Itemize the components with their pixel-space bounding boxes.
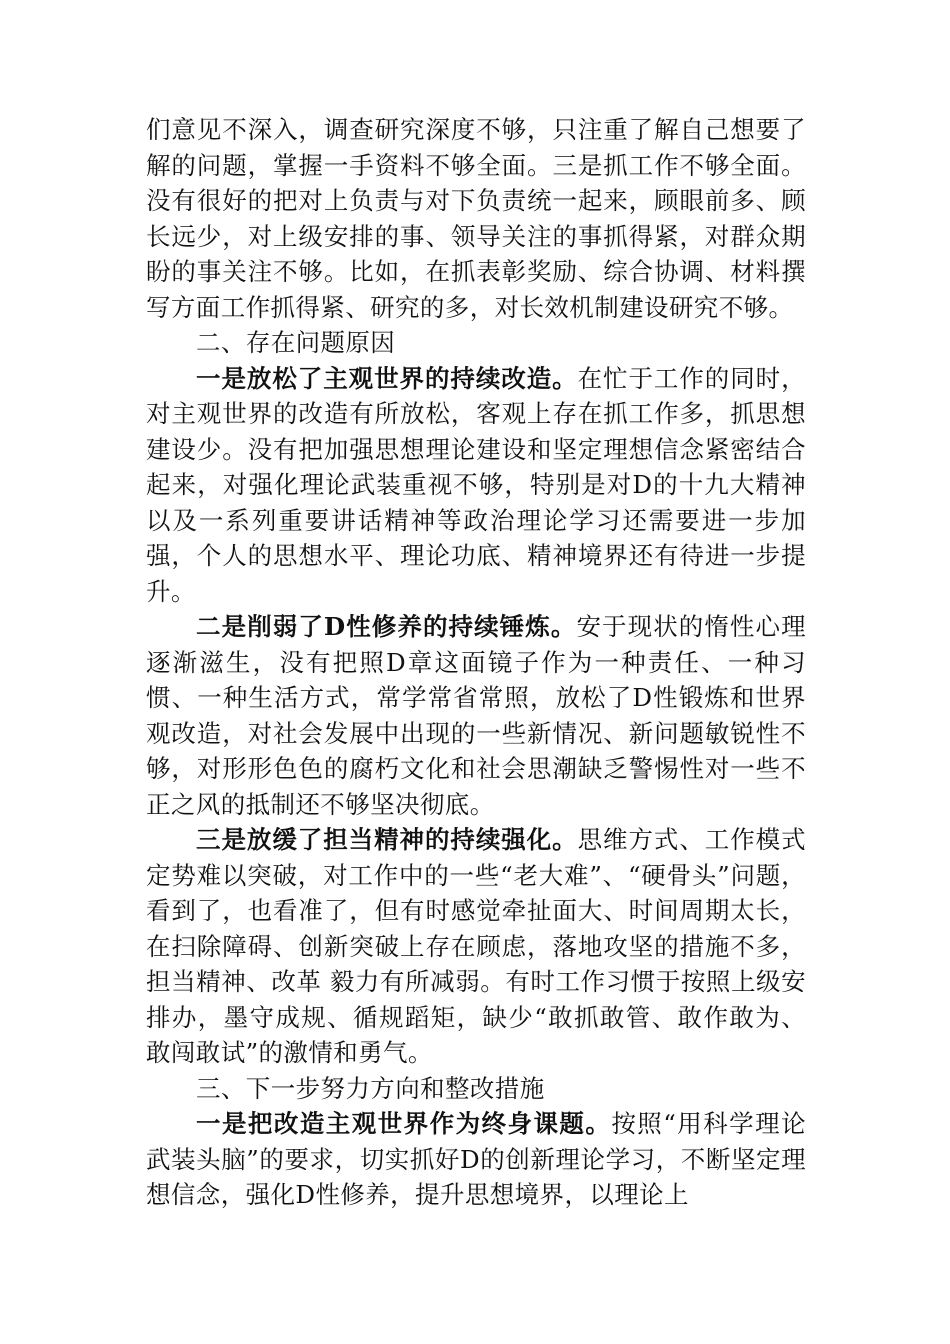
paragraph-cause-1 (146, 361, 806, 610)
paragraph-measure-1 (146, 1106, 806, 1213)
paragraph-lead: 一是把改造主观世界作为终身课题。 (196, 1109, 612, 1138)
paragraph-text: 安于现状的惰性心理逐渐滋生，没有把照D章这面镜子作为一种责任、一种习惯、一种生活方式，常学常省常照，放松了D性锻炼和世界观改造，对社会发展中出现的一些新情况、新问题敏锐性不够，对形形色色的腐朽文化和社会思潮缺乏警惕性对一些不正之风的抵制还不够坚决彻底。 (146, 612, 806, 819)
paragraph-text: 思维方式、工作模式定势难以突破，对工作中的一些“老大难”、“硬骨头”问题，看到了，也看准了，但有时感觉牵扯面大、时间周期太长，在扫除障碍、创新突破上存在顾虑，落地攻坚的措施不多，担当精神、改革 毅力有所减弱。有时工作习惯于按照上级安排办，墨守成规、循规蹈矩，缺少“敢抓敢管、敢作敢为、敢闯敢试”的激情和勇气。 (146, 825, 807, 1067)
paragraph-lead: 一是放松了主观世界的持续改造。 (196, 363, 578, 393)
paragraph-text: 按照“用科学理论武装头脑”的要求，切实抓好D的创新理论学习，不断坚定理想信念，强化D性修养，提升思想境界，以理论上 (146, 1109, 806, 1209)
section-heading-measures (146, 1071, 806, 1107)
heading-text: 三、下一步努力方向和整改措施 (196, 1073, 545, 1103)
paragraph-cause-2 (146, 609, 806, 822)
paragraph-text: 们意见不深入，调查研究深度不够，只注重了解自己想要了解的问题，掌握一手资料不够全面。三是抓工作不够全面。没有很好的把对上负责与对下负责统一起来，顾眼前多、顾长远少，对上级安排的事、领导关注的事抓得紧，对群众期盼的事关注不够。比如，在抓表彰奖励、综合协调、材料撰写方面工作抓得紧、研究的多，对长效机制建设研究不够。 (146, 115, 806, 322)
paragraph-lead: 二是削弱了D性修养的持续锤炼。 (196, 612, 577, 641)
section-heading-causes (146, 325, 806, 361)
paragraph-cause-3 (146, 822, 806, 1071)
paragraph-continued (146, 112, 806, 325)
document-body (146, 112, 806, 1213)
paragraph-text: 在忙于工作的同时，对主观世界的改造有所放松，客观上存在抓工作多，抓思想建设少。没有把加强思想理论建设和坚定理想信念紧密结合起来，对强化理论武装重视不够，特别是对D的十九大精神以及一系列重要讲话精神等政治理论学习还需要进一步加强，个人的思想水平、理论功底、精神境界还有待进一步提升。 (146, 363, 807, 606)
heading-text: 二、存在问题原因 (196, 328, 396, 357)
paragraph-lead: 三是放缓了担当精神的持续强化。 (196, 825, 578, 854)
